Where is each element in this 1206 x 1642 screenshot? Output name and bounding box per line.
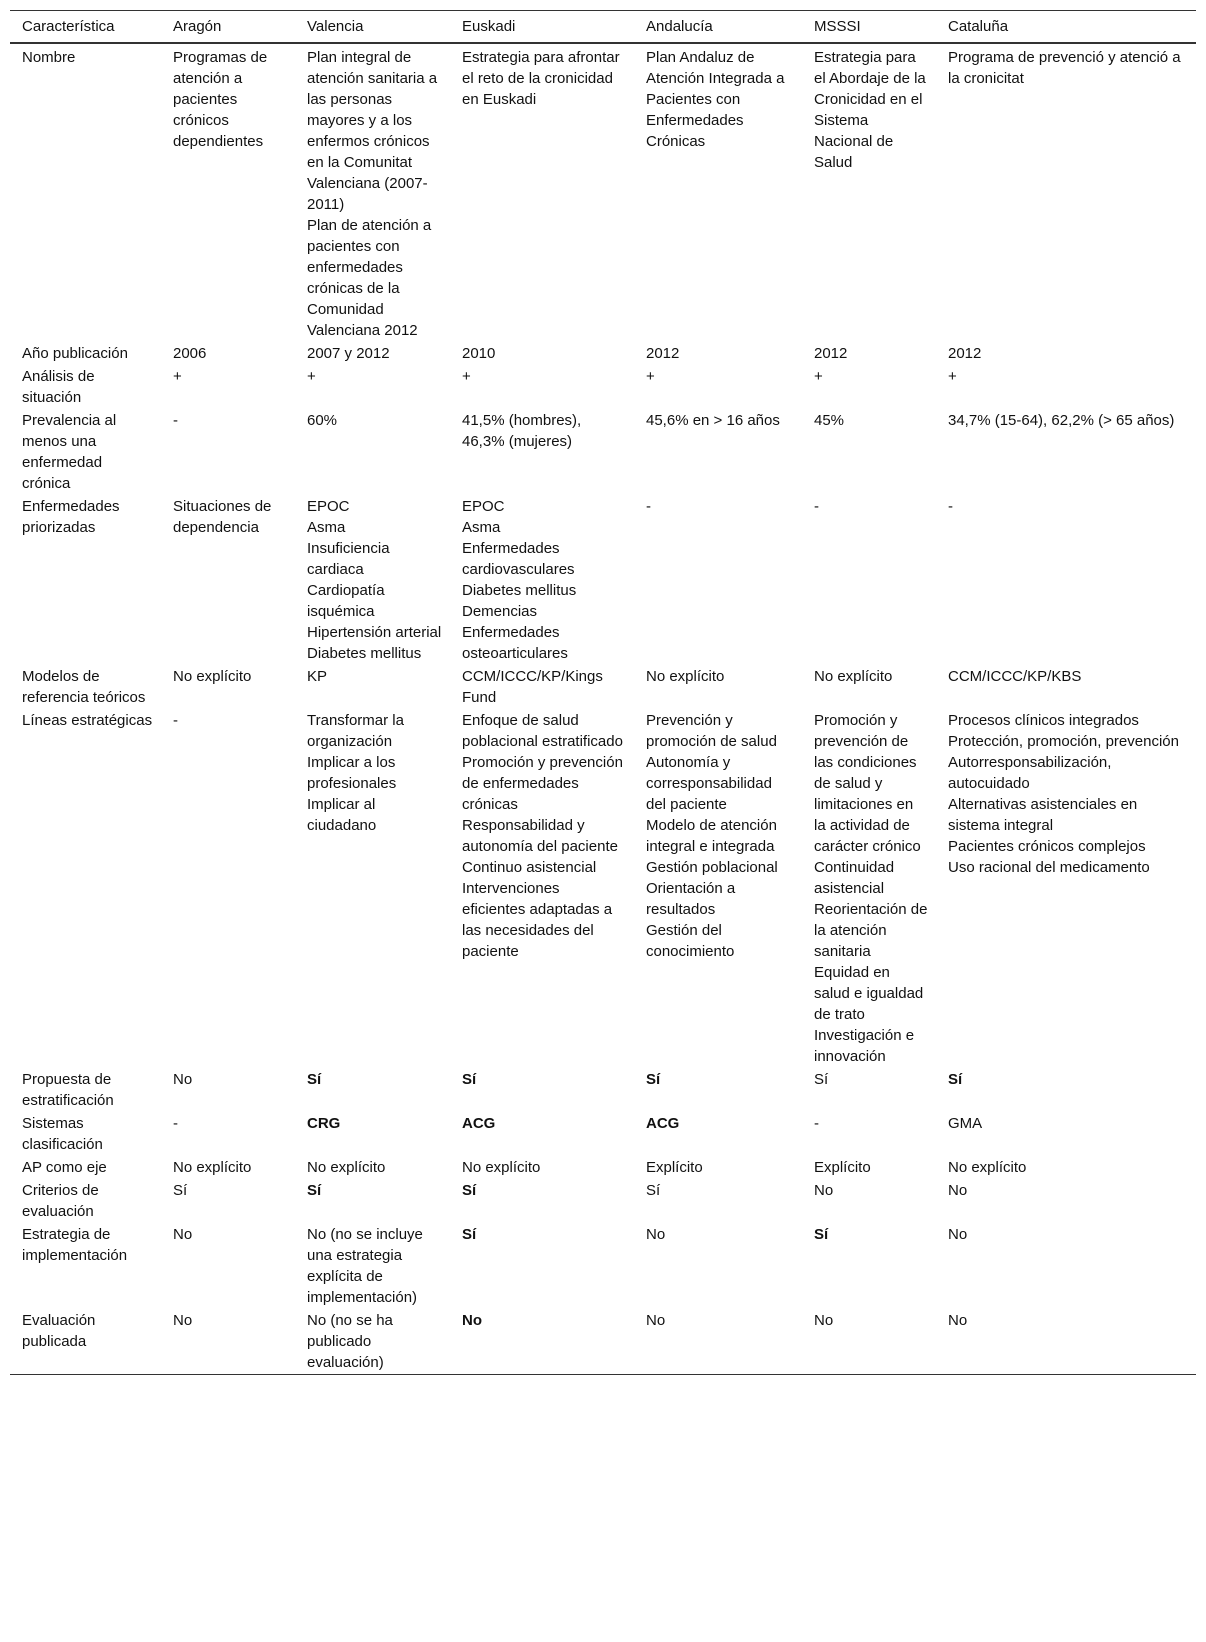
table-cell-aragon [161, 1179, 295, 1223]
row-label: AP como eje [22, 1159, 107, 1176]
cell-line: Asma [307, 519, 346, 536]
cell-line: + [462, 368, 471, 385]
table-cell-valencia [295, 43, 450, 342]
table-cell-valencia [295, 665, 450, 709]
table-cell-andalucia [634, 1156, 802, 1179]
row-label: Propuesta de estratificación [22, 1071, 114, 1109]
column-header-aragon: Aragón [173, 18, 222, 35]
table-cell-euskadi [450, 1112, 634, 1156]
table-body [10, 43, 1196, 1375]
cell-line: Modelo de atención integral e integrada [646, 817, 777, 855]
cell-line: EPOC [307, 498, 350, 515]
cell-line: ACG [462, 1115, 496, 1132]
cell-line: Programas de atención a pacientes crónicos dependientes [173, 49, 268, 150]
cell-line: No [948, 1226, 968, 1243]
cell-line: + [646, 368, 655, 385]
table-cell-aragon [161, 1223, 295, 1309]
row-label: Sistemas clasificación [22, 1115, 103, 1153]
cell-line: CCM/ICCC/KP/KBS [948, 668, 1082, 685]
table-row [10, 1309, 1196, 1375]
table-cell-andalucia [634, 1223, 802, 1309]
cell-line: No [173, 1071, 193, 1088]
row-label: Enfermedades priorizadas [22, 498, 120, 536]
cell-line: 2012 [646, 345, 680, 362]
row-label: Año publicación [22, 345, 128, 362]
cell-line: Diabetes mellitus [462, 582, 577, 599]
cell-line: EPOC [462, 498, 505, 515]
table-cell-cataluna [936, 665, 1196, 709]
table-cell-andalucia [634, 665, 802, 709]
cell-line: - [948, 498, 953, 515]
table-cell-msssi [802, 1156, 936, 1179]
cell-line: Sí [646, 1182, 661, 1199]
cell-line: + [948, 368, 957, 385]
cell-line: No (no se ha publicado evaluación) [307, 1312, 393, 1371]
cell-line: Reorientación de la atención sanitaria [814, 901, 928, 960]
table-cell-aragon [161, 709, 295, 1068]
cell-line: 2012 [814, 345, 848, 362]
cell-line: CRG [307, 1115, 341, 1132]
cell-line: No explícito [814, 668, 893, 685]
cell-line: Asma [462, 519, 501, 536]
cell-line: - [173, 1115, 178, 1132]
table-cell-msssi [802, 665, 936, 709]
column-header-cataluna: Cataluña [948, 18, 1009, 35]
cell-line: Sí [307, 1071, 322, 1088]
row-label: Análisis de situación [22, 368, 95, 406]
table-cell-euskadi [450, 495, 634, 665]
cell-line: - [814, 1115, 819, 1132]
table-cell-cataluna [936, 43, 1196, 342]
cell-line: No explícito [948, 1159, 1027, 1176]
cell-line: Autorresponsabilización, autocuidado [948, 754, 1112, 792]
table-row [10, 365, 1196, 409]
cell-line: + [173, 368, 182, 385]
cell-line: Gestión del conocimiento [646, 922, 735, 960]
table-cell-msssi [802, 1112, 936, 1156]
table-cell-msssi [802, 43, 936, 342]
table-cell-cataluna [936, 342, 1196, 365]
table-cell-msssi [802, 709, 936, 1068]
cell-line: Sí [948, 1071, 963, 1088]
table-cell-valencia [295, 1112, 450, 1156]
table-cell-cataluna [936, 1156, 1196, 1179]
table-cell-valencia [295, 1179, 450, 1223]
cell-line: - [814, 498, 819, 515]
cell-line: - [173, 412, 178, 429]
table-cell-andalucia [634, 709, 802, 1068]
cell-line: Enfermedades cardiovasculares [462, 540, 575, 578]
table-cell-aragon [161, 409, 295, 495]
row-label: Prevalencia al menos una enfermedad crónica [22, 412, 117, 492]
table-row [10, 495, 1196, 665]
cell-line: No [173, 1312, 193, 1329]
cell-line: 2012 [948, 345, 982, 362]
cell-line: Protección, promoción, prevención [948, 733, 1179, 750]
cell-line: No explícito [646, 668, 725, 685]
table-cell-aragon [161, 43, 295, 342]
cell-line: ACG [646, 1115, 680, 1132]
cell-line: Continuo asistencial [462, 859, 597, 876]
cell-line: Explícito [814, 1159, 871, 1176]
cell-line: Equidad en salud e igualdad de trato [814, 964, 924, 1023]
column-header-caracteristica: Característica [22, 18, 115, 35]
table-cell-euskadi [450, 365, 634, 409]
cell-line: No (no se incluye una estrategia explícita de implementación) [307, 1226, 423, 1306]
table-row [10, 665, 1196, 709]
cell-line: Hipertensión arterial [307, 624, 442, 641]
cell-line: No explícito [462, 1159, 541, 1176]
table-cell-valencia [295, 709, 450, 1068]
table-cell-valencia [295, 1156, 450, 1179]
table-cell-valencia [295, 342, 450, 365]
cell-line: Sí [462, 1182, 477, 1199]
table-row [10, 1156, 1196, 1179]
column-header-andalucia: Andalucía [646, 18, 713, 35]
table-cell-aragon [161, 1156, 295, 1179]
cell-line: Situaciones de dependencia [173, 498, 272, 536]
table-cell-euskadi [450, 43, 634, 342]
row-label: Criterios de evaluación [22, 1182, 99, 1220]
cell-line: Enfermedades osteoarticulares [462, 624, 568, 662]
cell-line: Alternativas asistenciales en sistema integral [948, 796, 1138, 834]
cell-line: Sí [462, 1071, 477, 1088]
table-cell-andalucia [634, 1068, 802, 1112]
cell-line: No explícito [173, 668, 252, 685]
table-row [10, 342, 1196, 365]
cell-line: Cardiopatía isquémica [307, 582, 385, 620]
cell-line: 45,6% en > 16 años [646, 412, 780, 429]
table-cell-aragon [161, 365, 295, 409]
cell-line: Implicar a los profesionales [307, 754, 397, 792]
table-cell-andalucia [634, 409, 802, 495]
table-cell-cataluna [936, 1179, 1196, 1223]
table-cell-euskadi [450, 1223, 634, 1309]
cell-line: Promoción y prevención de enfermedades crónicas [462, 754, 623, 813]
table-cell-valencia [295, 1068, 450, 1112]
table-cell-cataluna [936, 709, 1196, 1068]
table-cell-andalucia [634, 495, 802, 665]
table-cell-msssi [802, 1179, 936, 1223]
cell-line: Programa de prevenció y atenció a la cronicitat [948, 49, 1181, 87]
table-cell-msssi [802, 1068, 936, 1112]
table-container [10, 10, 1196, 1375]
table-cell-euskadi [450, 1068, 634, 1112]
cell-line: No [814, 1312, 834, 1329]
cell-line: Sí [646, 1071, 661, 1088]
header-row [10, 11, 1196, 44]
cell-line: Sí [307, 1182, 322, 1199]
cell-line: Orientación a resultados [646, 880, 736, 918]
cell-line: 41,5% (hombres), 46,3% (mujeres) [462, 412, 582, 450]
table-cell-aragon [161, 665, 295, 709]
table-cell-msssi [802, 1223, 936, 1309]
cell-line: Autonomía y corresponsabilidad del paciente [646, 754, 772, 813]
table-cell-andalucia [634, 1112, 802, 1156]
cell-line: Sí [814, 1071, 829, 1088]
cell-line: Plan integral de atención sanitaria a las personas mayores y a los enfermos crónicos en la Comunitat Valenciana (2007-2011) [307, 49, 438, 213]
cell-line: Uso racional del medicamento [948, 859, 1150, 876]
table-cell-euskadi [450, 709, 634, 1068]
cell-line: 60% [307, 412, 338, 429]
cell-line: + [307, 368, 316, 385]
cell-line: Estrategia para el Abordaje de la Cronicidad en el Sistema Nacional de Salud [814, 49, 926, 171]
table-cell-aragon [161, 342, 295, 365]
table-cell-valencia [295, 409, 450, 495]
table-row [10, 1068, 1196, 1112]
table-cell-andalucia [634, 1179, 802, 1223]
column-header-msssi: MSSSI [814, 18, 861, 35]
cell-line: Continuidad asistencial [814, 859, 895, 897]
table-cell-euskadi [450, 1156, 634, 1179]
table-cell-msssi [802, 495, 936, 665]
table-cell-euskadi [450, 1309, 634, 1375]
row-label: Modelos de referencia teóricos [22, 668, 146, 706]
table-cell-cataluna [936, 1309, 1196, 1375]
table-cell-valencia [295, 495, 450, 665]
cell-line: CCM/ICCC/KP/Kings Fund [462, 668, 603, 706]
table-cell-euskadi [450, 1179, 634, 1223]
cell-line: Sí [173, 1182, 188, 1199]
table-cell-msssi [802, 342, 936, 365]
comparison-table [10, 10, 1196, 1375]
row-label: Evaluación publicada [22, 1312, 96, 1350]
cell-line: Demencias [462, 603, 538, 620]
cell-line: Prevención y promoción de salud [646, 712, 777, 750]
row-label: Nombre [22, 49, 76, 66]
cell-line: - [173, 712, 178, 729]
cell-line: No [646, 1312, 666, 1329]
table-cell-msssi [802, 409, 936, 495]
cell-line: 34,7% (15-64), 62,2% (> 65 años) [948, 412, 1175, 429]
cell-line: No explícito [173, 1159, 252, 1176]
table-cell-andalucia [634, 1309, 802, 1375]
table-cell-euskadi [450, 665, 634, 709]
table-cell-cataluna [936, 1223, 1196, 1309]
cell-line: - [646, 498, 651, 515]
cell-line: Procesos clínicos integrados [948, 712, 1139, 729]
cell-line: 45% [814, 412, 845, 429]
cell-line: Enfoque de salud poblacional estratificado [462, 712, 623, 750]
cell-line: 2007 y 2012 [307, 345, 390, 362]
cell-line: Sí [462, 1226, 477, 1243]
table-cell-euskadi [450, 409, 634, 495]
table-row [10, 43, 1196, 342]
table-cell-andalucia [634, 43, 802, 342]
table-cell-andalucia [634, 342, 802, 365]
table-cell-andalucia [634, 365, 802, 409]
table-row [10, 709, 1196, 1068]
cell-line: Implicar al ciudadano [307, 796, 377, 834]
cell-line: Intervenciones eficientes adaptadas a las necesidades del paciente [462, 880, 613, 960]
table-cell-valencia [295, 1309, 450, 1375]
cell-line: Pacientes crónicos complejos [948, 838, 1146, 855]
cell-line: No explícito [307, 1159, 386, 1176]
cell-line: No [948, 1182, 968, 1199]
cell-line: No [646, 1226, 666, 1243]
table-cell-cataluna [936, 409, 1196, 495]
table-cell-valencia [295, 365, 450, 409]
cell-line: No [948, 1312, 968, 1329]
cell-line: Responsabilidad y autonomía del paciente [462, 817, 618, 855]
cell-line: + [814, 368, 823, 385]
table-header [10, 11, 1196, 44]
table-cell-valencia [295, 1223, 450, 1309]
table-cell-msssi [802, 1309, 936, 1375]
cell-line: No [814, 1182, 834, 1199]
cell-line: Explícito [646, 1159, 703, 1176]
cell-line: Transformar la organización [307, 712, 404, 750]
cell-line: Investigación e innovación [814, 1027, 915, 1065]
table-cell-euskadi [450, 342, 634, 365]
cell-line: 2010 [462, 345, 496, 362]
cell-line: Insuficiencia cardiaca [307, 540, 390, 578]
cell-line: No [462, 1312, 482, 1329]
table-cell-aragon [161, 1309, 295, 1375]
table-cell-cataluna [936, 1068, 1196, 1112]
cell-line: Plan Andaluz de Atención Integrada a Pacientes con Enfermedades Crónicas [646, 49, 785, 150]
table-row [10, 1112, 1196, 1156]
cell-line: GMA [948, 1115, 983, 1132]
column-header-valencia: Valencia [307, 18, 364, 35]
cell-line: Promoción y prevención de las condiciones de salud y limitaciones en la actividad de carácter crónico [814, 712, 921, 855]
table-row [10, 1223, 1196, 1309]
cell-line: No [173, 1226, 193, 1243]
table-cell-aragon [161, 1068, 295, 1112]
cell-line: Gestión poblacional [646, 859, 778, 876]
row-label: Estrategia de implementación [22, 1226, 128, 1264]
cell-line: Estrategia para afrontar el reto de la cronicidad en Euskadi [462, 49, 620, 108]
table-row [10, 1179, 1196, 1223]
cell-line: Plan de atención a pacientes con enfermedades crónicas de la Comunidad Valenciana 2012 [307, 217, 432, 339]
cell-line: KP [307, 668, 328, 685]
table-row [10, 409, 1196, 495]
table-cell-msssi [802, 365, 936, 409]
cell-line: Diabetes mellitus [307, 645, 422, 662]
table-cell-cataluna [936, 1112, 1196, 1156]
cell-line: 2006 [173, 345, 207, 362]
column-header-euskadi: Euskadi [462, 18, 516, 35]
row-label: Líneas estratégicas [22, 712, 153, 729]
table-cell-aragon [161, 495, 295, 665]
table-cell-cataluna [936, 495, 1196, 665]
cell-line: Sí [814, 1226, 829, 1243]
table-cell-aragon [161, 1112, 295, 1156]
table-cell-cataluna [936, 365, 1196, 409]
